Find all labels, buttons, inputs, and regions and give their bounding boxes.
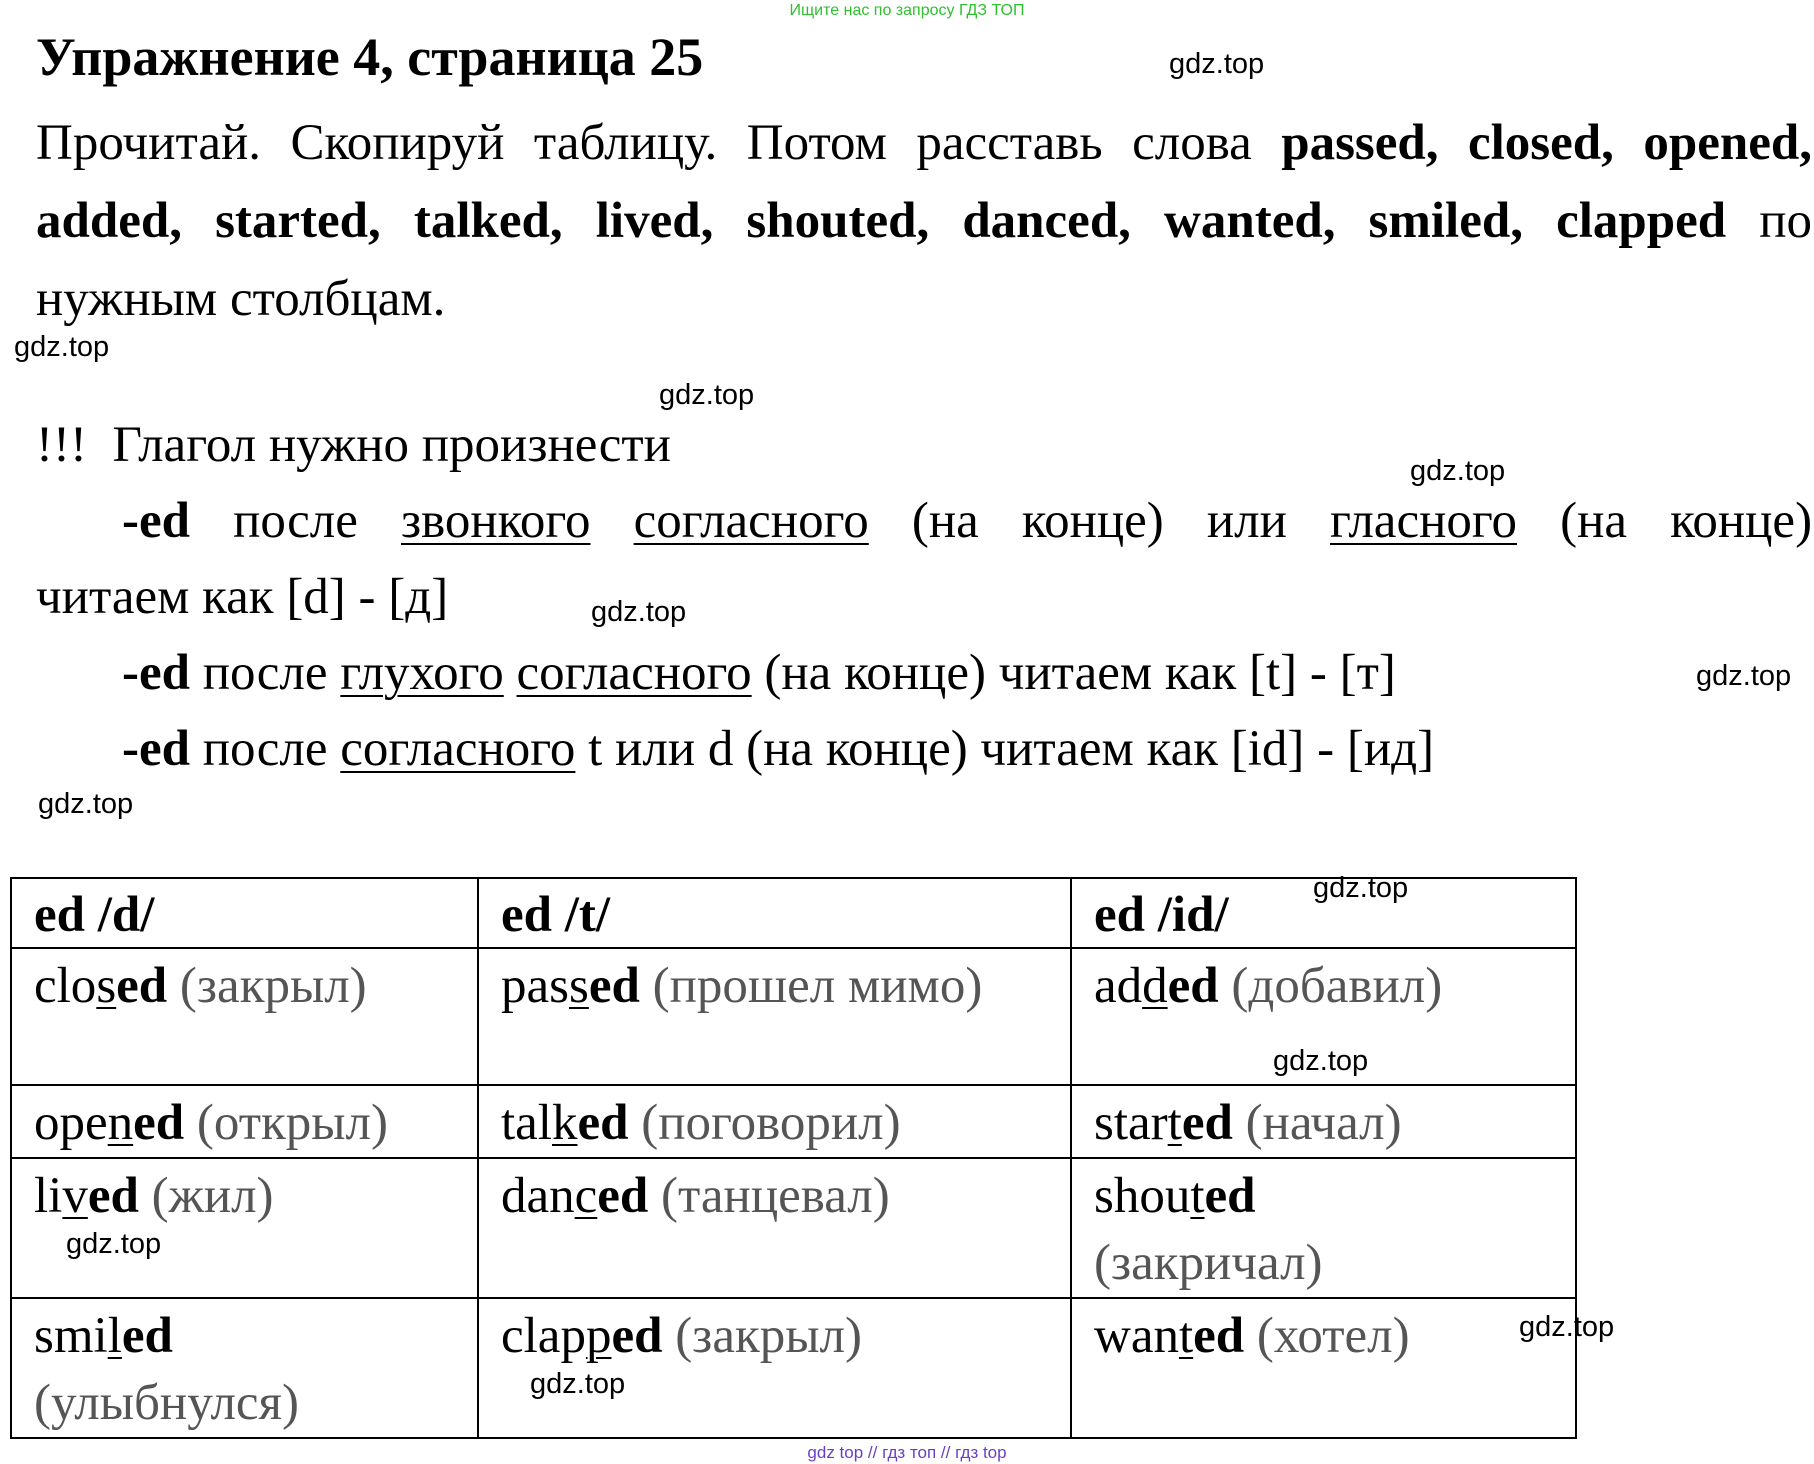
- underlined-term: гласного: [1330, 493, 1518, 549]
- verb: wanted: [1094, 1308, 1245, 1364]
- table-cell: [11, 1085, 478, 1158]
- table-cell: [1071, 1298, 1576, 1438]
- watermark: gdz.top: [1313, 872, 1409, 904]
- rule-heading-text: Глагол нужно произнести: [112, 417, 671, 473]
- header-ed-id: ed /id/: [1071, 878, 1576, 948]
- translation: (прошел мимо): [652, 958, 983, 1014]
- translation: (хотел): [1256, 1308, 1410, 1364]
- rule-1: -ed после звонкого согласного (на конце) или гласного (на конце): [122, 493, 1813, 549]
- page-title: Упражнение 4, страница 25: [36, 27, 704, 87]
- table-cell: [478, 948, 1071, 1085]
- translation: (добавил): [1231, 958, 1443, 1014]
- watermark: gdz.top: [1519, 1311, 1615, 1343]
- watermark: gdz.top: [14, 331, 110, 363]
- underlined-term: звонкого: [401, 493, 591, 549]
- watermark: gdz.top: [591, 596, 687, 628]
- translation: (закрыл): [179, 958, 367, 1014]
- ed-suffix: -ed: [122, 721, 190, 777]
- translation: (жил): [151, 1168, 274, 1224]
- watermark: gdz.top: [1696, 660, 1792, 692]
- underlined-term: согласного: [633, 493, 869, 549]
- verb: closed: [34, 958, 168, 1014]
- translation: (открыл): [196, 1095, 388, 1151]
- header-ed-d: ed /d/: [11, 878, 478, 948]
- table-cell: [11, 1298, 478, 1438]
- ed-suffix: -ed: [122, 645, 190, 701]
- table-cell: [478, 1158, 1071, 1298]
- verb: danced: [501, 1168, 649, 1224]
- verb: shouted: [1094, 1168, 1256, 1224]
- watermark: gdz.top: [1273, 1045, 1369, 1077]
- task-text: [36, 104, 1812, 338]
- task-words: passed, closed, opened, added, started, talked, lived, shouted, danced, wanted, smiled, clapped: [36, 115, 1812, 249]
- verb: added: [1094, 958, 1219, 1014]
- underlined-term: согласного: [516, 645, 752, 701]
- underlined-term: согласного: [340, 721, 576, 777]
- top-banner: Ищите нас по запросу ГДЗ ТОП: [789, 2, 1025, 19]
- table-cell: [478, 1085, 1071, 1158]
- watermark: gdz.top: [659, 379, 755, 411]
- rule-heading: [36, 416, 671, 474]
- translation: (закричал): [1094, 1235, 1323, 1291]
- verb: clapped: [501, 1308, 663, 1364]
- rule-1-continued: читаем как [d] - [д]: [36, 569, 449, 625]
- verb: started: [1094, 1095, 1233, 1151]
- table-cell: [11, 948, 478, 1085]
- verb: passed: [501, 958, 640, 1014]
- table-cell: [1071, 1085, 1576, 1158]
- translation: (танцевал): [661, 1168, 890, 1224]
- table-row: [11, 1085, 1576, 1158]
- translation: (поговорил): [641, 1095, 901, 1151]
- task-intro: Прочитай. Скопируй таблицу. Потом расставь слова: [36, 115, 1252, 171]
- translation: (начал): [1245, 1095, 1402, 1151]
- verb: lived: [34, 1168, 139, 1224]
- footer-watermark: gdz top // гдз топ // гдз top: [807, 1443, 1007, 1462]
- watermark: gdz.top: [38, 788, 134, 820]
- verb: smiled: [34, 1308, 173, 1364]
- table-row: [11, 1298, 1576, 1438]
- table-row: [11, 1158, 1576, 1298]
- verb: talked: [501, 1095, 629, 1151]
- rule-2: -ed после глухого согласного (на конце) читаем как [t] - [т]: [122, 645, 1396, 701]
- task-outro: по нужным столбцам.: [36, 193, 1813, 327]
- exclamation-marks: !!!: [36, 417, 87, 473]
- rule-3: -ed после согласного t или d (на конце) читаем как [id] - [ид]: [122, 721, 1435, 777]
- watermark: gdz.top: [1410, 455, 1506, 487]
- ed-suffix: -ed: [122, 493, 190, 549]
- verb: opened: [34, 1095, 185, 1151]
- translation: (улыбнулся): [34, 1375, 299, 1431]
- ed-pronunciation-table: [10, 877, 1577, 1439]
- watermark: gdz.top: [66, 1228, 162, 1260]
- table-cell: [1071, 1158, 1576, 1298]
- translation: (закрыл): [675, 1308, 862, 1364]
- header-ed-t: ed /t/: [478, 878, 1071, 948]
- underlined-term: глухого: [340, 645, 504, 701]
- watermark: gdz.top: [530, 1368, 626, 1400]
- watermark: gdz.top: [1169, 48, 1265, 80]
